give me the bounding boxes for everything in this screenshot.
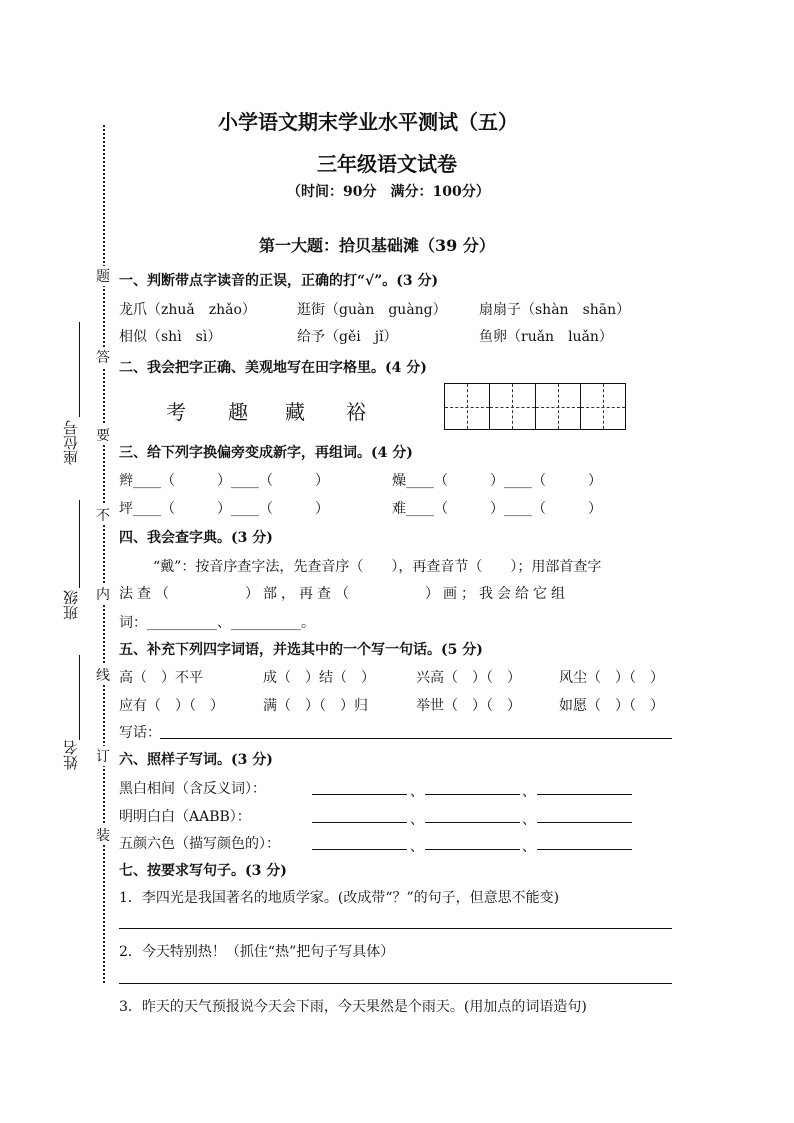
warning-char: 要: [96, 425, 110, 445]
q3-char: 难: [392, 501, 406, 517]
q5-word: 满（ ）（ ）归: [263, 698, 368, 714]
q3-title: 三、给下列字换偏旁变成新字，再组词。(4 分): [119, 445, 413, 461]
class-label: 班级: [62, 590, 80, 620]
q3-char: 辫: [119, 473, 133, 489]
q6-blank[interactable]: [537, 849, 632, 850]
q4-line: 法查（ ）部，再查（ ）画；我会给它组: [119, 586, 569, 602]
q6-blank[interactable]: [312, 822, 407, 823]
q5-write-label: 写话：: [119, 725, 161, 741]
name-blank: [79, 655, 80, 740]
tianzige-cell[interactable]: [536, 384, 581, 429]
seat-label: 座位号: [62, 420, 80, 465]
q5-word: 如愿（ ）（ ）: [559, 698, 664, 714]
q6-sep: 、: [522, 812, 536, 828]
q6-blank[interactable]: [312, 849, 407, 850]
tianzige-cell[interactable]: [445, 384, 490, 429]
class-blank: [79, 500, 80, 588]
q5-word: 应有（ ）（ ）: [119, 698, 224, 714]
q6-blank[interactable]: [425, 794, 520, 795]
warning-char: 答: [96, 347, 110, 367]
q7-sentence: 3．昨天的天气预报说今天会下雨，今天果然是个雨天。(用加点的词语造句): [119, 999, 587, 1015]
q2-char: 藏: [285, 400, 305, 424]
q1-title: 一、判断带点字读音的正误，正确的打“√”。(3 分): [119, 273, 439, 289]
tianzige-cell[interactable]: [490, 384, 535, 429]
part-title: 第一大题：拾贝基础滩（39 分）: [259, 236, 495, 255]
exam-title: 小学语文期末学业水平测试（五）: [218, 110, 518, 134]
q3-row: 燥____（ ）____（ ）: [392, 473, 602, 489]
q3-char: 燥: [392, 473, 406, 489]
warning-char: 线: [96, 665, 110, 685]
q5-word: 风尘（ ）（ ）: [559, 670, 664, 686]
binding-dotted-line: [103, 125, 105, 983]
q3-row: 难____（ ）____（ ）: [392, 501, 602, 517]
tianzige-grid[interactable]: [444, 383, 626, 430]
warning-char: 装: [96, 825, 110, 845]
warning-char: 题: [96, 266, 110, 286]
q4-title: 四、我会查字典。(3 分): [119, 530, 273, 546]
q6-item: 黑白相间（含反义词）：: [119, 781, 266, 797]
q6-blank[interactable]: [537, 822, 632, 823]
exam-subtitle: 三年级语文试卷: [317, 152, 457, 176]
q6-blank[interactable]: [537, 794, 632, 795]
q1-item: 鱼卵（ruǎn luǎn）: [479, 329, 613, 345]
q6-blank[interactable]: [425, 849, 520, 850]
seat-blank: [79, 322, 80, 417]
q7-sentence: 1．李四光是我国著名的地质学家。(改成带“？”的句子，但意思不能变): [119, 890, 560, 906]
q6-sep: 、: [410, 839, 424, 855]
q1-item: 龙爪（zhuǎ zhǎo）: [119, 302, 256, 318]
q4-line: 词：__________、__________。: [119, 615, 315, 631]
q6-title: 六、照样子写词。(3 分): [119, 752, 273, 768]
q2-char: 裕: [346, 400, 366, 424]
q7-title: 七、按要求写句子。(3 分): [119, 863, 287, 879]
q7-answer-line[interactable]: [119, 983, 672, 984]
q1-item: 给予（gěi jǐ）: [297, 329, 398, 345]
q6-item: 五颜六色（描写颜色的）：: [119, 836, 280, 852]
q5-word: 兴高（ ）（ ）: [416, 670, 521, 686]
q6-sep: 、: [522, 784, 536, 800]
q1-item: 逛街（guàn guàng）: [297, 302, 447, 318]
q5-write-line[interactable]: [160, 738, 672, 739]
q6-blank[interactable]: [312, 794, 407, 795]
name-label: 姓名: [62, 740, 80, 770]
warning-char: 订: [96, 746, 110, 766]
q5-word: 高（ ）不平: [119, 670, 203, 686]
warning-char: 不: [96, 505, 110, 525]
q7-sentence: 2．今天特别热！（抓住“热”把句子写具体）: [119, 944, 395, 960]
q3-row: 坪____（ ）____（ ）: [119, 501, 329, 517]
exam-time-score: （时间：90分 满分：100分）: [287, 184, 490, 200]
q3-char: 坪: [119, 501, 133, 517]
tianzige-cell[interactable]: [581, 384, 625, 429]
q5-word: 举世（ ）（ ）: [416, 698, 521, 714]
q7-answer-line[interactable]: [119, 928, 672, 929]
q6-sep: 、: [522, 839, 536, 855]
q5-title: 五、补充下列四字词语，并选其中的一个写一句话。(5 分): [119, 642, 483, 658]
q4-line: “戴”：按音序查字法，先查音序（ ），再查音节（ ）；用部首查字: [153, 559, 602, 575]
q6-blank[interactable]: [425, 822, 520, 823]
q6-sep: 、: [410, 784, 424, 800]
q3-row: 辫____（ ）____（ ）: [119, 473, 329, 489]
q6-sep: 、: [410, 812, 424, 828]
q1-item: 相似（shì sì）: [119, 329, 222, 345]
q5-word: 成（ ）结（ ）: [263, 670, 375, 686]
q2-char: 考: [166, 400, 186, 424]
q2-char: 趣: [228, 400, 248, 424]
q6-item: 明明白白（AABB）：: [119, 809, 251, 825]
q1-item: 扇扇子（shàn shān）: [479, 302, 631, 318]
warning-char: 内: [96, 584, 110, 604]
q2-title: 二、我会把字正确、美观地写在田字格里。(4 分): [119, 360, 427, 376]
